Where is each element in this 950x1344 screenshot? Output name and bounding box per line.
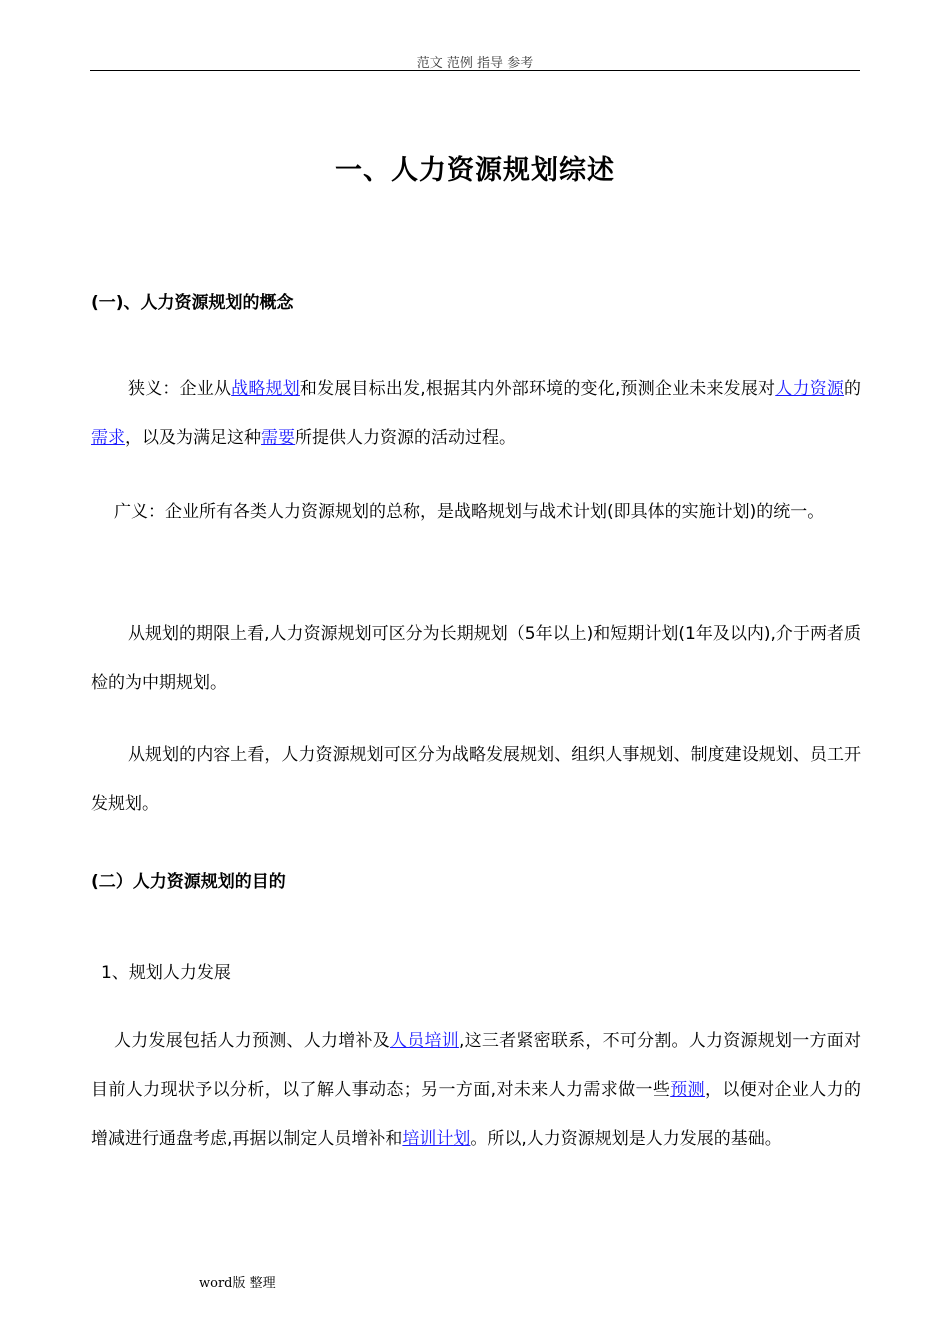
paragraph-narrow-definition <box>91 365 861 463</box>
text-run: 。所以,人力资源规划是人力发展的基础。 <box>470 1129 782 1149</box>
subheading-plan-development: 1、规划人力发展 <box>101 963 231 983</box>
page-footer: word版 整理 <box>199 1276 276 1291</box>
section-heading-purpose: (二）人力资源规划的目的 <box>91 872 286 892</box>
text-run: 的 <box>844 379 862 399</box>
section-heading-concept: (一)、人力资源规划的概念 <box>91 293 294 313</box>
link-forecast[interactable]: 预测 <box>670 1080 705 1100</box>
text-run: 和发展目标出发,根据其内外部环境的变化,预测企业未来发展对 <box>299 379 776 399</box>
link-human-resources[interactable]: 人力资源 <box>775 379 845 399</box>
text-run: ,这三者紧密联系，不可分割。人力资源规划一方面对目前人力现状予以分析，以了解人事动态；另一方面,对未来人力需求做一些 <box>91 1031 862 1100</box>
text-run: ，以及为满足这种 <box>125 428 261 448</box>
page-header: 范文 范例 指导 参考 <box>416 56 534 71</box>
text-run: 狭义：企业从 <box>128 379 232 399</box>
text-run: ，以便对企业人力的增减进行通盘考虑,再据以制定人员增补和 <box>91 1080 862 1149</box>
text-run: 人力发展包括人力预测、人力增补及 <box>114 1031 390 1051</box>
link-strategic-planning[interactable]: 战略规划 <box>231 379 300 399</box>
paragraph-human-development <box>91 1017 861 1164</box>
document-title: 一、人力资源规划综述 <box>335 155 615 186</box>
paragraph-planning-term: 从规划的期限上看,人力资源规划可区分为长期规划（5年以上)和短期计划(1年及以内),介于两者质检的为中期规划。 <box>91 624 861 693</box>
paragraph-broad-definition: 广义：企业所有各类人力资源规划的总称，是战略规划与战术计划(即具体的实施计划)的统一。 <box>114 502 825 522</box>
link-staff-training[interactable]: 人员培训 <box>389 1031 459 1051</box>
link-training-plan[interactable]: 培训计划 <box>402 1129 471 1149</box>
header-divider <box>90 70 860 71</box>
link-demand[interactable]: 需求 <box>91 428 125 448</box>
paragraph-planning-content: 从规划的内容上看，人力资源规划可区分为战略发展规划、组织人事规划、制度建设规划、员工开发规划。 <box>91 745 861 814</box>
text-run: 所提供人力资源的活动过程。 <box>295 428 516 448</box>
link-need[interactable]: 需要 <box>261 428 295 448</box>
